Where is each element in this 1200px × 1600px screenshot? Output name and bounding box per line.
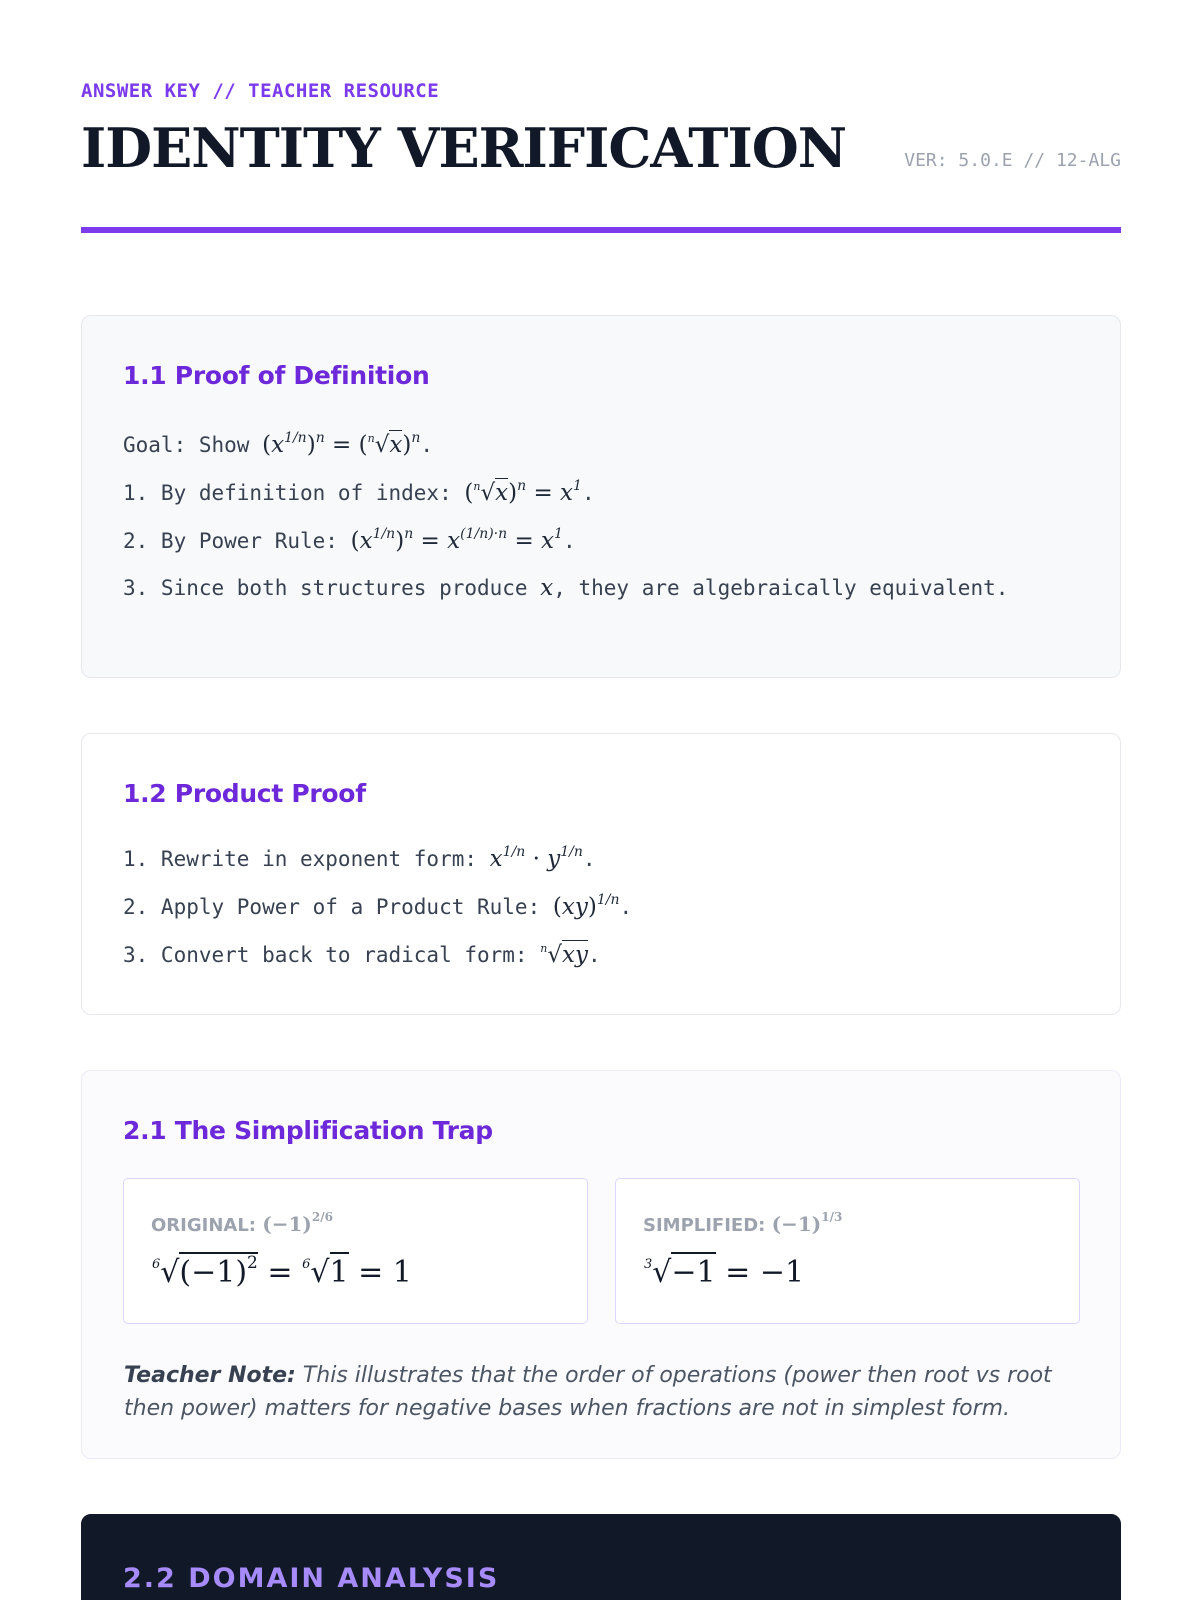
goal-formula: $(x^{1/n})^n = (^n√x)^n$ <box>262 430 421 458</box>
step-line <box>123 572 1083 605</box>
proof-definition-steps <box>123 428 1083 619</box>
product-proof-steps <box>123 842 1083 986</box>
product-proof-title: 1.2 Product Proof <box>123 779 366 808</box>
domain-analysis-card <box>81 1514 1121 1600</box>
goal-line: Goal: Show $(x^{1/n})^n = (^n√x)^n$. <box>123 430 433 458</box>
proof-definition-card <box>81 315 1121 678</box>
step-prefix: 2. Apply Power of a Product Rule: <box>123 895 541 919</box>
domain-analysis-title: 2.2 DOMAIN ANALYSIS <box>123 1563 500 1594</box>
simplified-box <box>615 1178 1080 1324</box>
original-label: ORIGINAL: $(-1)^{2/6}$ <box>151 1210 333 1236</box>
goal-prefix: Goal: Show <box>123 433 250 457</box>
comparison-panel <box>123 1178 1080 1324</box>
original-box <box>123 1178 588 1324</box>
step-line: 2. Apply Power of a Product Rule: (xy)$^{1/n}$. <box>123 892 633 920</box>
step-prefix: 2. By Power Rule: <box>123 529 338 553</box>
teacher-note-text: This illustrates that the order of operations (power then root vs root then power) matters for negative bases when fractions are not in simplest form. <box>124 1363 1052 1421</box>
simplification-trap-card <box>81 1070 1121 1459</box>
step-line: 1. By definition of index: $(^n√x)^n = x^1$. <box>123 478 595 506</box>
version-tag: VER: 5.0.E // 12-ALG <box>904 150 1121 171</box>
product-proof-card <box>81 733 1121 1015</box>
step-line: 2. By Power Rule: $(x^{1/n})^n = x^{(1/n)\cdot n} = x^1$. <box>123 526 576 554</box>
step-formula: $(^n√x)^n = x^1$ <box>464 478 582 506</box>
step-formula: (xy)$^{1/n}$ <box>552 892 620 920</box>
teacher-note-label: Teacher Note: <box>124 1363 296 1388</box>
step-prefix: 1. By definition of index: <box>123 481 452 505</box>
step-line: 3. Convert back to radical form: $^n$√xy. <box>123 942 601 968</box>
page-header <box>81 80 1121 196</box>
resource-kicker: ANSWER KEY // TEACHER RESOURCE <box>81 80 440 102</box>
step-prefix: 1. Rewrite in exponent form: <box>123 847 478 871</box>
step-formula: $(x^{1/n})^n = x^{(1/n)\cdot n} = x^1$ <box>350 526 563 554</box>
step-formula: $^n$√xy <box>540 942 588 968</box>
simplification-trap-title: 2.1 The Simplification Trap <box>123 1116 493 1145</box>
title-row <box>81 116 1121 196</box>
step-line: 1. Rewrite in exponent form: $x^{1/n} \cdot y^{1/n}$. <box>123 844 596 872</box>
step-prefix: 3. Since both structures produce <box>123 576 528 600</box>
teacher-note <box>124 1359 1074 1425</box>
header-divider <box>81 227 1121 233</box>
step-suffix: , they are algebraically equivalent. <box>553 576 1009 600</box>
step-formula: $x^{1/n} \cdot y^{1/n}$ <box>489 844 583 872</box>
simplified-expression: $^3$√−1 = −1 <box>644 1255 804 1290</box>
simplified-label: SIMPLIFIED: $(-1)^{1/3}$ <box>643 1210 843 1236</box>
page-title: IDENTITY VERIFICATION <box>81 116 847 180</box>
step-prefix: 3. Convert back to radical form: <box>123 943 528 967</box>
original-expression: $^6√(-1)^2 = ^6√1 = 1$ <box>152 1253 412 1290</box>
proof-definition-title: 1.1 Proof of Definition <box>123 361 430 390</box>
step-variable: x <box>540 575 554 601</box>
